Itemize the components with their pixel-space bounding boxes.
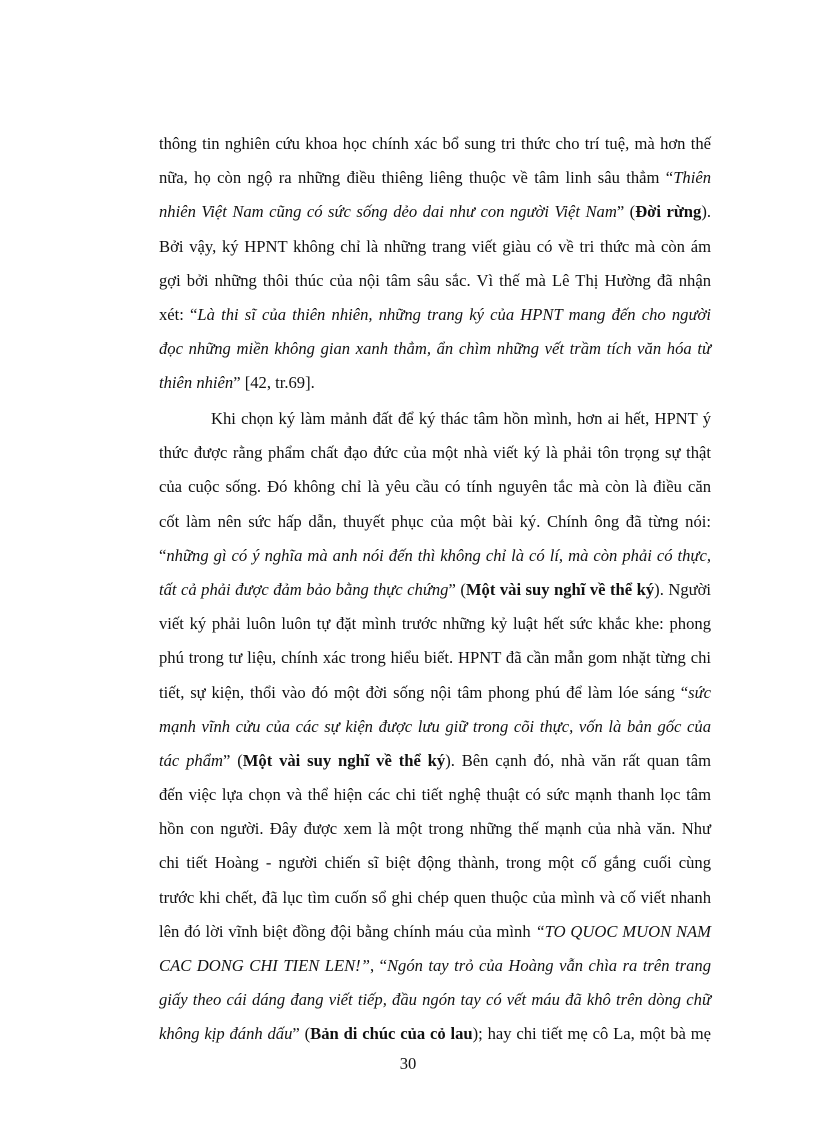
text-run: hồn con người. Đây được xem là một trong những thế mạnh của nhà văn. Như bbox=[159, 819, 711, 839]
text-run: của cuộc sống. Đó không chỉ là yêu cầu có tính nguyên tắc mà còn là điều căn bbox=[159, 477, 711, 497]
text-run: Khi chọn ký làm mảnh đất để ký thác tâm hồn mình, hơn ai hết, HPNT ý bbox=[211, 409, 711, 428]
text-line bbox=[159, 332, 711, 366]
text-run: ” ( bbox=[223, 750, 243, 770]
italic-text: tất cả phải được đảm bảo bằng thực chứng bbox=[159, 579, 449, 599]
text-line bbox=[159, 264, 711, 298]
text-run: ” ( bbox=[616, 202, 636, 222]
text-run: đến việc lựa chọn và thể hiện các chi tiết nghệ thuật có sức mạnh thanh lọc tâm bbox=[159, 785, 711, 805]
page-number: 30 bbox=[399, 1054, 417, 1073]
text-run: ). Bên cạnh đó, nhà văn rất quan tâm bbox=[445, 750, 712, 770]
text-run: ” ( bbox=[292, 1024, 311, 1044]
text-run: , “ bbox=[369, 956, 387, 975]
text-run: thức được rằng phẩm chất đạo đức của một nhà viết ký là phải tôn trọng sự thật bbox=[159, 443, 711, 463]
paragraph-1 bbox=[159, 127, 711, 401]
italic-text: nhiên Việt Nam cũng có sức sống dẻo dai như con người Việt Nam bbox=[159, 202, 617, 222]
bold-text: Bản di chúc của cỏ lau bbox=[310, 1024, 473, 1044]
text-run: Bởi vậy, ký HPNT không chỉ là những trang viết giàu có về tri thức mà còn ám bbox=[159, 236, 711, 256]
text-line bbox=[159, 195, 711, 229]
italic-text: Là thi sĩ của thiên nhiên, những trang ký của HPNT mang đến cho người bbox=[197, 304, 711, 324]
italic-text: thiên nhiên bbox=[159, 373, 234, 393]
text-run: nữa, họ còn ngộ ra những điều thiêng liêng thuộc về tâm linh sâu thẳm “ bbox=[159, 168, 674, 188]
text-line bbox=[159, 846, 711, 880]
italic-text: không kịp đánh dấu bbox=[159, 1024, 293, 1044]
italic-text: mạnh vĩnh cửu của các sự kiện được lưu giữ trong cõi thực, vốn là bản gốc của bbox=[159, 716, 711, 736]
text-run: ). bbox=[701, 202, 711, 222]
italic-text: đọc những miền không gian xanh thẳm, ẩn chìm những vết trầm tích văn hóa từ bbox=[159, 339, 711, 359]
bold-text: Đời rừng bbox=[635, 202, 702, 222]
text-run: ” ( bbox=[448, 579, 466, 599]
text-line bbox=[159, 607, 711, 641]
text-line bbox=[159, 778, 711, 812]
bold-text: Một vài suy nghĩ về thể ký bbox=[242, 750, 446, 770]
italic-text: tác phẩm bbox=[159, 750, 223, 770]
text-line bbox=[159, 915, 711, 949]
text-line bbox=[159, 436, 711, 470]
italic-text: CAC DONG CHI TIEN LEN!” bbox=[159, 956, 370, 975]
text-line bbox=[159, 298, 711, 332]
italic-text: những gì có ý nghĩa mà anh nói đến thì không chỉ là có lí, mà còn phải có thực, bbox=[166, 545, 711, 565]
text-line bbox=[159, 676, 711, 710]
text-line bbox=[159, 983, 711, 1017]
text-run: trước khi chết, đã lục tìm cuốn sổ ghi chép quen thuộc của mình và cố viết nhanh bbox=[159, 887, 711, 907]
bold-text: Một vài suy nghĩ về thể ký bbox=[465, 579, 655, 599]
text-run: phú trong tư liệu, chính xác trong hiểu biết. HPNT đã cần mẫn gom nhặt từng chi bbox=[159, 648, 711, 668]
text-run: tiết, sự kiện, thổi vào đó một đời sống nội tâm phong phú để làm lóe sáng “ bbox=[159, 682, 689, 702]
text-run: ). Người bbox=[654, 579, 711, 599]
text-line bbox=[159, 573, 711, 607]
text-run: gợi bởi những thôi thúc của nội tâm sâu sắc. Vì thế mà Lê Thị Hường đã nhận bbox=[159, 270, 711, 290]
text-line bbox=[159, 127, 711, 161]
text-line bbox=[159, 470, 711, 504]
text-line bbox=[159, 881, 711, 915]
text-line bbox=[159, 230, 711, 264]
italic-text: Ngón tay trỏ của Hoàng vẫn chìa ra trên trang bbox=[386, 956, 711, 975]
text-line bbox=[159, 641, 711, 675]
text-run: ” [42, tr.69]. bbox=[233, 373, 315, 393]
text-run: thông tin nghiên cứu khoa học chính xác bổ sung tri thức cho trí tuệ, mà hơn thế bbox=[159, 134, 711, 153]
italic-text: giấy theo cái dáng đang viết tiếp, đầu ngón tay có vết máu đã khô trên dòng chữ bbox=[159, 990, 711, 1010]
italic-text: sức bbox=[688, 682, 711, 702]
text-line bbox=[159, 949, 711, 983]
italic-text: Thiên bbox=[673, 168, 711, 188]
italic-text: “TO QUOC MUON NAM bbox=[535, 921, 711, 941]
text-run: lên đó lời vĩnh biệt đồng đội bằng chính máu của mình bbox=[159, 921, 536, 941]
text-line bbox=[159, 402, 711, 436]
text-line bbox=[159, 812, 711, 846]
text-line bbox=[159, 505, 711, 539]
text-line bbox=[159, 161, 711, 195]
text-run: “ bbox=[159, 545, 167, 565]
text-run: cốt làm nên sức hấp dẫn, thuyết phục của một bài ký. Chính ông đã từng nói: bbox=[159, 511, 711, 531]
text-line bbox=[159, 744, 711, 778]
text-run: ); hay chi tiết mẹ cô La, một bà mẹ bbox=[472, 1024, 711, 1044]
text-run: xét: “ bbox=[159, 304, 198, 324]
text-run: chi tiết Hoàng - người chiến sĩ biệt động thành, trong một cố gắng cuối cùng bbox=[159, 853, 711, 873]
text-line bbox=[159, 539, 711, 573]
text-line bbox=[159, 710, 711, 744]
text-run: viết ký phải luôn luôn tự đặt mình trước những kỷ luật hết sức khắc khe: phong bbox=[159, 614, 711, 634]
text-line bbox=[159, 366, 711, 400]
text-line bbox=[159, 1017, 711, 1051]
paragraph-2 bbox=[159, 402, 711, 1052]
